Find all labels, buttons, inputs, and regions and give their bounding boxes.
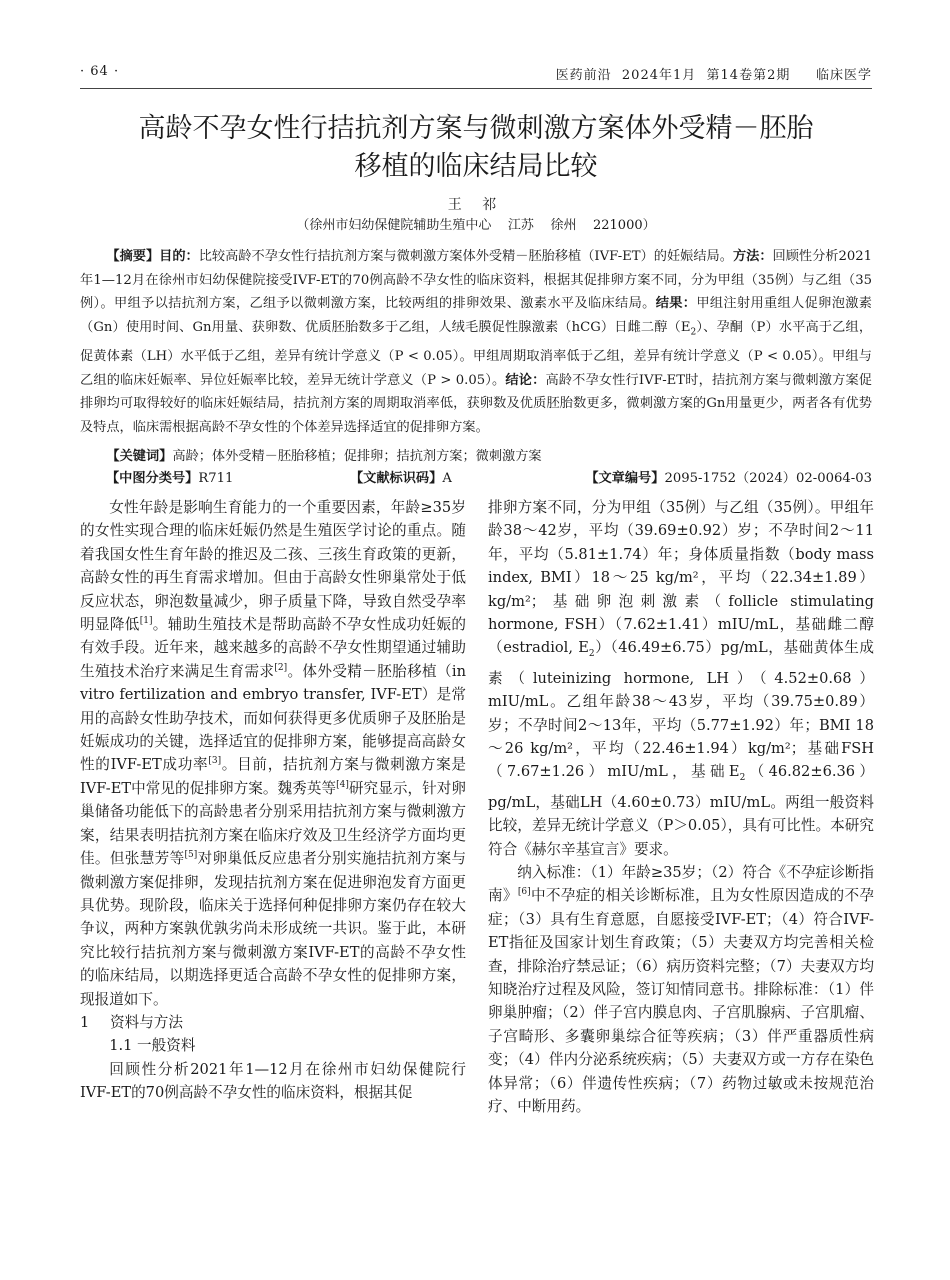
doc-label: 【文献标识码】 [350,471,443,486]
intro-text-5: 研究显示，针对卵巢储备功能低下的高龄患者分别采用拮抗剂方案与微刺激方案，结果表明拮抗剂方案在临床疗效及卫生经济学方面均更佳。但张慧芳等 [80,779,466,868]
title-line-2: 移植的临床结局比较 [354,151,598,182]
general-text-a: 排卵方案不同，分为甲组（35例）与乙组（35例）。甲组年龄38～42岁，平均（39.69±0.92）岁；不孕时间2～11年，平均（5.81±1.74）年；身体质量指数（body mass index, BMI）18～25 kg/m²，平均（22.34±1.89）kg/m²；基础卵泡刺激素（follicle stimulating hormone, FSH）（7.62±1.41）mIU/mL，基础雌二醇（estradiol, E [488,499,874,657]
author: 王 祁 [447,197,505,213]
keywords-text: 高龄；体外受精－胚胎移植；促排卵；拮抗剂方案；微刺激方案 [172,449,542,464]
doc-value: A [442,471,452,486]
classification-row [80,468,872,490]
citation-5: [5] [184,850,198,861]
method-label: 方法： [732,249,773,264]
article-value: 2095-1752（2024）02-0064-03 [664,471,872,486]
result-label: 结果： [655,296,697,312]
intro-text-4: 。目前，拮抗剂方案与微刺激方案是IVF-ET中常见的促排卵方案。魏秀英等 [80,756,466,797]
intro-text-2: 。辅助生殖技术是帮助高龄不孕女性成功妊娠的有效手段。近年来，越来越多的高龄不孕女性期望通过辅助生殖技术治疗来满足生育需求 [80,616,466,680]
running-head [80,64,872,84]
conclusion-label: 结论： [505,372,546,388]
intro-text-6: 对卵巢低反应患者分别实施拮抗剂方案与微刺激方案促排卵，发现拮抗剂方案在促进卵泡发育方面更具优势。现阶段，临床关于选择何种促排卵方案仍存在较大争议，两种方案孰优孰劣尚未形成统一共识。鉴于此，本研究比较行拮抗剂方案与微刺激方案IVF-ET的高龄不孕女性的临床结局，以期选择更适合高龄不孕女性的促排卵方案，现报道如下。 [80,850,466,1008]
purpose-text: 比较高龄不孕女性行拮抗剂方案与微刺激方案体外受精－胚胎移植（IVF-ET）的妊娠结局。 [198,249,733,264]
keywords [80,446,872,468]
citation-6: [6] [517,887,531,898]
result-subscript: 2 [690,327,697,338]
general-text-b: ）（46.49±6.75）pg/mL，基础黄体生成素（luteinizing hormone, LH）（4.52±0.68）mIU/mL。乙组年龄38～43岁，平均（39.75±0.89）岁；不孕时间2～13年，平均（5.77±1.92）年；BMI 18～26 kg/m²，平均（22.46±1.94）kg/m²；基础FSH（7.67±1.26）mIU/mL，基础E [488,639,875,781]
page-number: · 64 · [80,64,120,79]
citation-1: [1] [139,616,153,627]
clc-number [106,468,233,490]
article-label: 【文章编号】 [585,471,665,486]
general-data-paragraph-start: 回顾性分析2021年1—12月在徐州市妇幼保健院行IVF-ET的70例高龄不孕女性的临床资料，根据其促 [80,1060,466,1102]
result-text-a: 甲组注射用重组人促卵泡激素（Gn）使用时间、Gn用量、获卵数、优质胚胎数多于乙组，人绒毛膜促性腺激素（hCG）日雌二醇（E [80,296,872,335]
abstract-label: 【摘要】 [106,249,160,264]
citation-2: [2] [274,662,288,673]
section-title: 资料与方法 [110,1013,183,1031]
purpose-label: 目的： [159,249,199,264]
subscript-2b: 2 [739,773,746,784]
result-text-b: ）、孕酮（P）水平高于乙组，促黄体素（LH）水平低于乙组，差异有统计学意义（P < 0.05）。甲组周期取消率低于乙组，差异有统计学意义（P < 0.05）。甲组与乙组的临床妊娠率、异位妊娠率比较，差异无统计学意义（P > 0.05）。 [80,319,873,388]
clc-value: R711 [198,471,234,486]
abstract [80,245,872,439]
intro-text-1: 女性年龄是影响生育能力的一个重要因素，年龄≥35岁的女性实现合理的临床妊娠仍然是生殖医学讨论的重点。随着我国女性生育年龄的推迟及二孩、三孩生育政策的更新，高龄女性的再生育需求增加。但由于高龄女性卵巢常处于低反应状态，卵泡数量减少，卵子质量下降，导致自然受孕率明显降低 [80,499,466,634]
intro-text-3: 。体外受精－胚胎移植（in vitro fertilization and embryo transfer, IVF-ET）是常用的高龄女性助孕技术，而如何获得更多优质卵子及胚胎是妊娠成功的关键，选择适宜的促排卵方案，能够提高高龄女性的IVF-ET成功率 [80,662,466,774]
subsection-heading-1-1: 1.1 一般资料 [109,1037,196,1055]
citation-3: [3] [208,756,222,767]
journal-info: 医药前沿 2024年1月 第14卷第2期 临床医学 [555,68,872,83]
criteria-text-b: 中不孕症的相关诊断标准，且为女性原因造成的不孕症；（3）具有生育意愿，自愿接受IVF-ET；（4）符合IVF-ET指征及国家计划生育政策；（5）夫妻双方均完善相关检查，排除治疗禁忌证；（6）病历资料完整；（7）夫妻双方均知晓治疗过程及风险，签订知情同意书。排除标准：（1）伴卵巢肿瘤；（2）伴子宫内膜息肉、子宫肌腺病、子宫肌瘤、子宫畸形、多囊卵巢综合征等疾病；（3）伴严重器质性病变；（4）伴内分泌系统疾病；（5）夫妻双方或一方存在染色体异常；（6）伴遗传性疾病；（7）药物过敏或未按规范治疗、中断用药。 [488,887,874,1115]
criteria-paragraph [488,861,874,1118]
article-title [80,110,872,186]
section-number: 1 [80,1013,90,1031]
document-code [350,468,452,490]
subscript-2: 2 [588,649,595,660]
method-text: 回顾性分析2021年1—12月在徐州市妇幼保健院接受IVF-ET的70例高龄不孕女性的临床资料，根据其促排卵方案不同，分为甲组（35例）与乙组（35例）。甲组予以拮抗剂方案，乙组予以微刺激方案，比较两组的排卵效果、激素水平及临床结局。 [80,249,873,312]
header-rule [80,88,872,89]
affiliation: （徐州市妇幼保健院辅助生殖中心 江苏 徐州 221000） [296,218,656,233]
general-text-c: （46.82±6.36）pg/mL，基础LH（4.60±0.73）mIU/mL。两组一般资料比较，差异无统计学意义（P＞0.05），具有可比性。本研究符合《赫尔辛基宣言》要求。 [488,763,874,858]
keywords-label: 【关键词】 [106,449,173,464]
clc-label: 【中图分类号】 [106,471,199,486]
left-column [80,496,466,1105]
conclusion-text: 高龄不孕女性行IVF-ET时，拮抗剂方案与微刺激方案促排卵均可取得较好的临床妊娠结局，拮抗剂方案的周期取消率低，获卵数及优质胚胎数更多，微刺激方案的Gn用量更少，两者各有优势及特点，临床需根据高龄不孕女性的个体差异选择适宜的促排卵方案。 [80,372,872,435]
citation-4: [4] [336,780,349,791]
right-column [488,496,874,1118]
criteria-text-a: 纳入标准：（1）年龄≥35岁；（2）符合《不孕症诊断指南》 [488,863,874,905]
section-heading-1 [80,1011,466,1034]
title-line-1: 高龄不孕女性行拮抗剂方案与微刺激方案体外受精－胚胎 [138,113,814,144]
general-data-paragraph-cont [488,496,874,861]
article-number [585,468,872,490]
intro-paragraph [80,496,466,1011]
